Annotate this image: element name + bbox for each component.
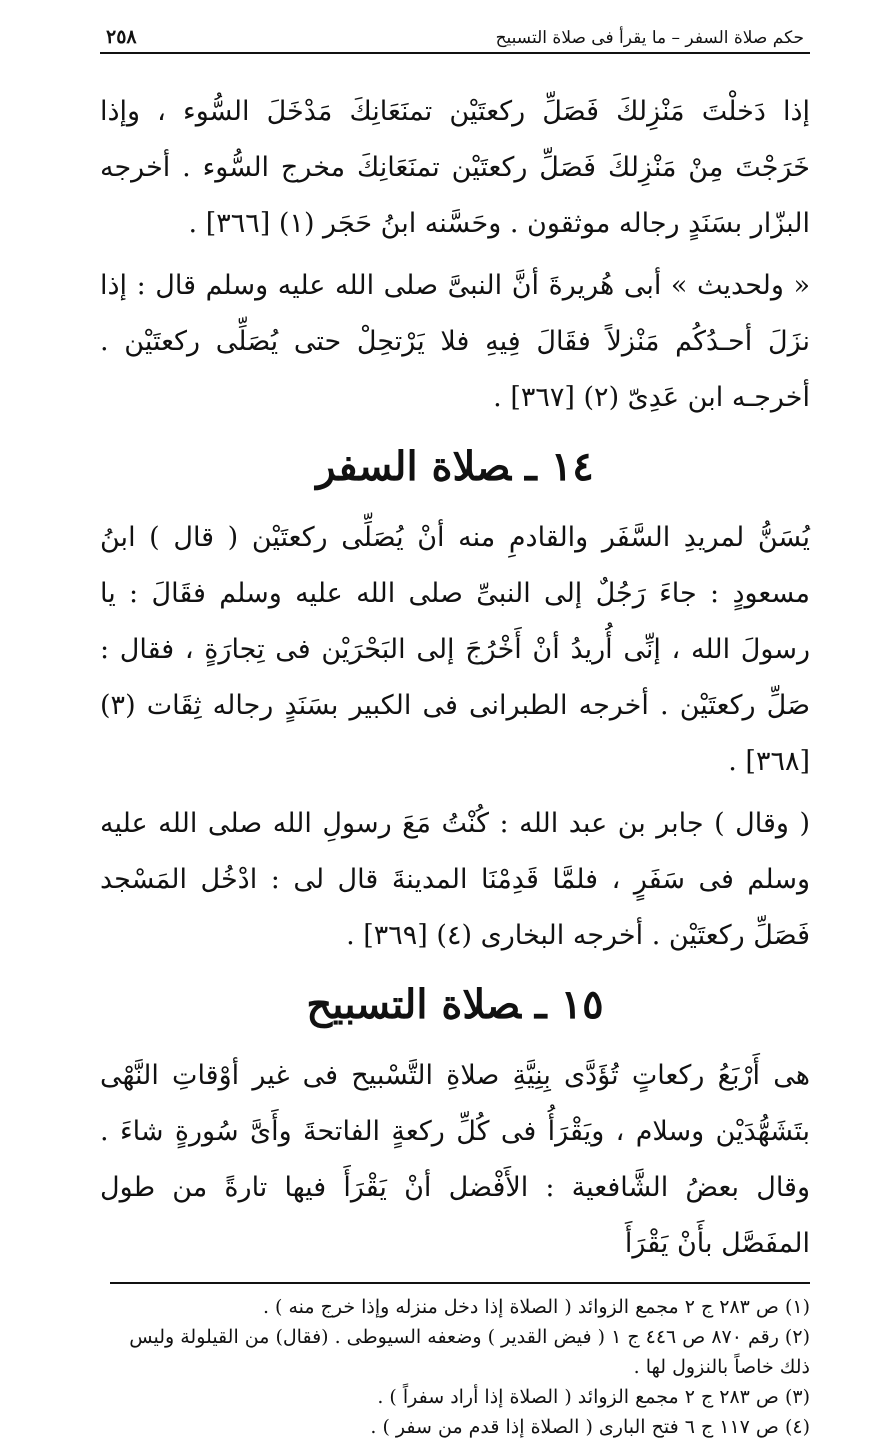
section-heading-14 (100, 428, 810, 506)
section-dash: ـ (525, 443, 537, 490)
footnote-4: (٤) ص ١١٧ ج ٦ فتح البارى ( الصلاة إذا قدم من سفر ) . (370, 1416, 810, 1438)
footnotes (110, 1282, 810, 1442)
paragraph-tasbih-description: هى أَرْبَعُ ركعاتٍ تُؤَدَّى بِنِيَّةِ صلاةِ التَّسْبيح فى غير أوْقاتِ النَّهْى بتَشَهُّدَيْن وسلام ، ويَقْرَأُ فى كُلِّ ركعةٍ الفاتحةَ وأَىَّ سُورةٍ شاءَ . وقال بعضُ الشَّافعية : الأَفْضل أنْ يَقْرَأَ فيها تارةً من طول المفَصَّل بأَنْ يَقْرَأَ (100, 1060, 810, 1259)
paragraph-hadith-house: إذا دَخلْتَ مَنْزِلكَ فَصَلِّ ركعتَيْن تمنَعَانِكَ مَدْخَلَ السُّوء ، وإذا خَرَجْتَ مِنْ مَنْزِلكَ فَصَلِّ ركعتَيْن تمنَعَانِكَ مخرج السُّوء . أخرجه البزّار بسَنَدٍ رجاله موثقون . وحَسَّنه ابنُ حَجَر (١) [٣٦٦] . (100, 96, 810, 239)
running-title: حكم صلاة السفر – ما يقرأ فى صلاة التسبيح (495, 28, 804, 48)
section-number: ١٤ (550, 443, 594, 490)
paragraph-ibn-masud: يُسَنُّ لمريدِ السَّفَر والقادمِ منه أنْ يُصَلِّى ركعتَيْن ( قال ) ابنُ مسعودٍ : جاءَ رَجُلٌ إلى النبىِّ صلى الله عليه وسلم فقَالَ : يا رسولَ الله ، إنِّى أُريدُ أنْ أَخْرُجَ إلى البَحْرَيْن فى تِجارَةٍ ، فقال : صَلِّ ركعتَيْن . أخرجه الطبرانى فى الكبير بسَنَدٍ رجاله ثِقَات (٣) [٣٦٨] . (100, 522, 810, 777)
section-heading-15 (100, 966, 810, 1044)
footnote-2: (٢) رقم ٨٧٠ ص ٤٤٦ ج ١ ( فيض القدير ) وضعفه السيوطى . (فقال) من القيلولة وليس ذلك خاصاً بالنزول لها . (129, 1326, 810, 1378)
section-dash: ـ (534, 981, 547, 1028)
section-number: ١٥ (560, 981, 604, 1028)
section-title: صلاة التسبيح (306, 981, 521, 1028)
running-header (100, 12, 810, 54)
page-number: ٢٥٨ (106, 26, 137, 48)
footnote-1: (١) ص ٢٨٣ ج ٢ مجمع الزوائد ( الصلاة إذا دخل منزله وإذا خرج منه ) . (262, 1296, 810, 1318)
paragraph-hadith-abu-hurayra: « ولحديث » أبى هُريرةَ أنَّ النبىَّ صلى الله عليه وسلم قال : إذا نزَلَ أحـدُكُم مَنْزلاً فقَالَ فِيهِ فلا يَرْتحِلْ حتى يُصَلِّى ركعتَيْن . أخرجـه ابن عَدِىّ (٢) [٣٦٧] . (100, 270, 810, 413)
paragraph-jabir: ( وقال ) جابر بن عبد الله : كُنْتُ مَعَ رسولِ الله صلى الله عليه وسلم فى سَفَرٍ ، فلمَّا قَدِمْنَا المدينةَ قال لى : ادْخُل المَسْجد فَصَلِّ ركعتَيْن . أخرجه البخارى (٤) [٣٦٩] . (100, 808, 810, 951)
section-title: صلاة السفر (316, 443, 512, 490)
footnote-3: (٣) ص ٢٨٣ ج ٢ مجمع الزوائد ( الصلاة إذا أراد سفراً ) . (377, 1386, 810, 1408)
